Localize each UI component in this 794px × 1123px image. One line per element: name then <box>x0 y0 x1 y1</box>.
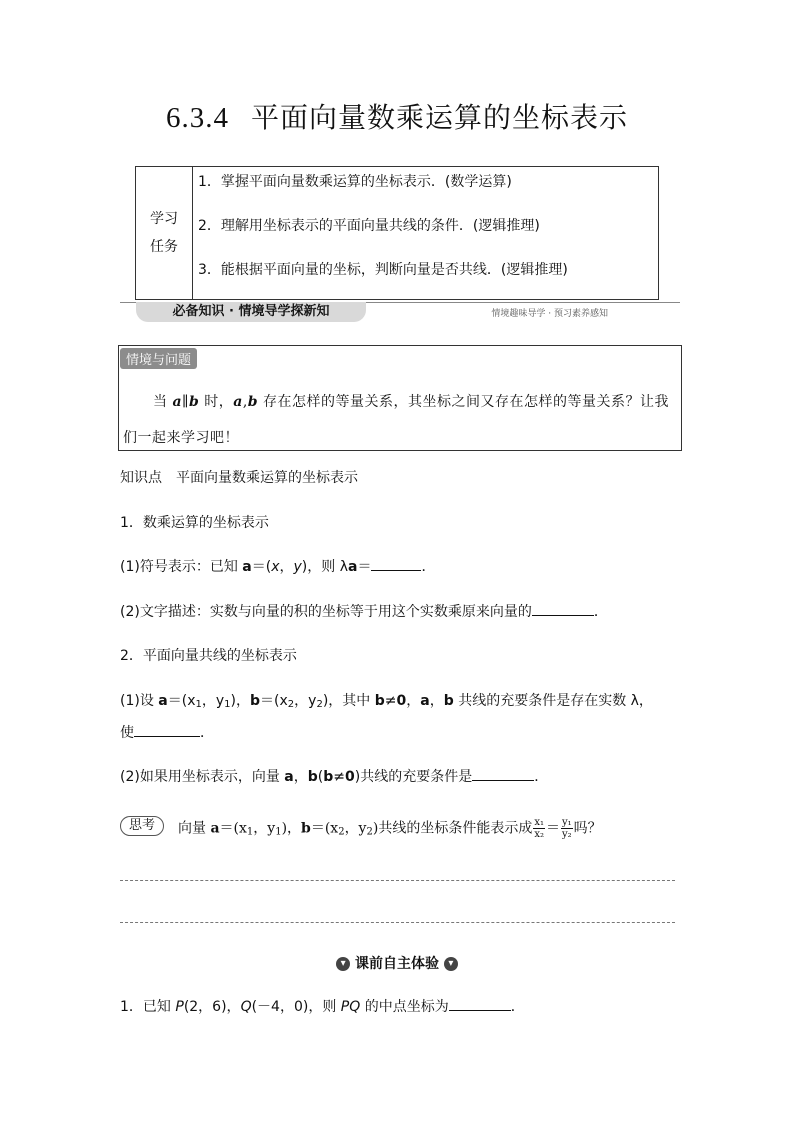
s1-item-2: (2)文字描述：实数与向量的积的坐标等于用这个实数乘原来向量的 ． <box>120 604 608 620</box>
label-line2: 任务 <box>150 239 178 255</box>
answer-blank <box>134 724 200 737</box>
fraction-y: $\frac{\text{y₁}}{\text{y₂}}$ <box>561 817 572 840</box>
subsection-1-heading: 1．数乘运算的坐标表示 <box>120 515 269 531</box>
task-item-2: 2．理解用坐标表示的平面向量共线的条件．(逻辑推理) <box>198 218 540 234</box>
section-subtitle: 情境趣味导学 · 预习素养感知 <box>491 309 608 319</box>
answer-blank <box>472 768 534 781</box>
section-number: 6.3.4 <box>165 102 229 134</box>
answer-blank <box>371 558 421 571</box>
think-text: 向量 $a=(x_1$，$y_1$)，$b=(x_2$，$y_2$)共线的坐标条件能表示成 $\frac{\text{x₁}}{\text{x₂}}$ ＝ $\frac{\text{y₁}}{\text{y₂}}$ 吗？ <box>178 817 602 840</box>
scene-box <box>118 345 682 451</box>
learning-tasks-box <box>135 166 659 300</box>
label-line1: 学习 <box>150 211 178 227</box>
subsection-2-heading: 2．平面向量共线的坐标表示 <box>120 648 297 664</box>
think-tag: 思考 <box>120 816 164 836</box>
think-row <box>120 815 680 839</box>
question-1: 1．已知 P(2，6)，Q(－4，0)，则 PQ 的中点坐标为 ． <box>120 999 525 1015</box>
s1-item-1: (1)符号表示：已知 a＝(x，y)，则 λa＝ ． <box>120 559 436 575</box>
fraction-x: $\frac{\text{x₁}}{\text{x₂}}$ <box>534 817 544 840</box>
scene-tag: 情境与问题 <box>120 348 197 369</box>
answer-line-1 <box>120 880 675 881</box>
chevron-down-circle-icon: ▾ <box>444 957 458 971</box>
s2-item-1-cont: 使 ． <box>120 725 214 741</box>
section-label: 必备知识 · 情境导学探新知 <box>136 302 366 322</box>
s2-item-2: (2)如果用坐标表示，向量 a，b(b≠0)共线的充要条件是 ． <box>120 769 549 785</box>
answer-line-2 <box>120 922 675 923</box>
preview-heading <box>0 953 794 973</box>
title-text: 平面向量数乘运算的坐标表示 <box>250 101 628 134</box>
preview-heading-text: 课前自主体验 <box>355 956 439 972</box>
page-title <box>0 96 794 136</box>
knowledge-heading: 知识点 平面向量数乘运算的坐标表示 <box>120 470 358 486</box>
chevron-down-circle-icon: ▾ <box>336 957 350 971</box>
task-item-1: 1．掌握平面向量数乘运算的坐标表示．(数学运算) <box>198 174 512 190</box>
s2-item-1: (1)设 $a=(x_1$，$y_1$)，$b=(x_2$，$y_2$)，其中 b≠0，a，b 共线的充要条件是存在实数 λ， <box>120 693 653 710</box>
task-item-3: 3．能根据平面向量的坐标，判断向量是否共线．(逻辑推理) <box>198 262 568 278</box>
answer-blank <box>532 603 594 616</box>
answer-blank <box>449 998 511 1011</box>
learning-tasks-label <box>136 167 193 299</box>
section-bar <box>120 300 680 324</box>
scene-text: 当 a∥b 时，a,b 存在怎样的等量关系，其坐标之间又存在怎样的等量关系？让我们一起来学习吧！ <box>123 394 670 446</box>
